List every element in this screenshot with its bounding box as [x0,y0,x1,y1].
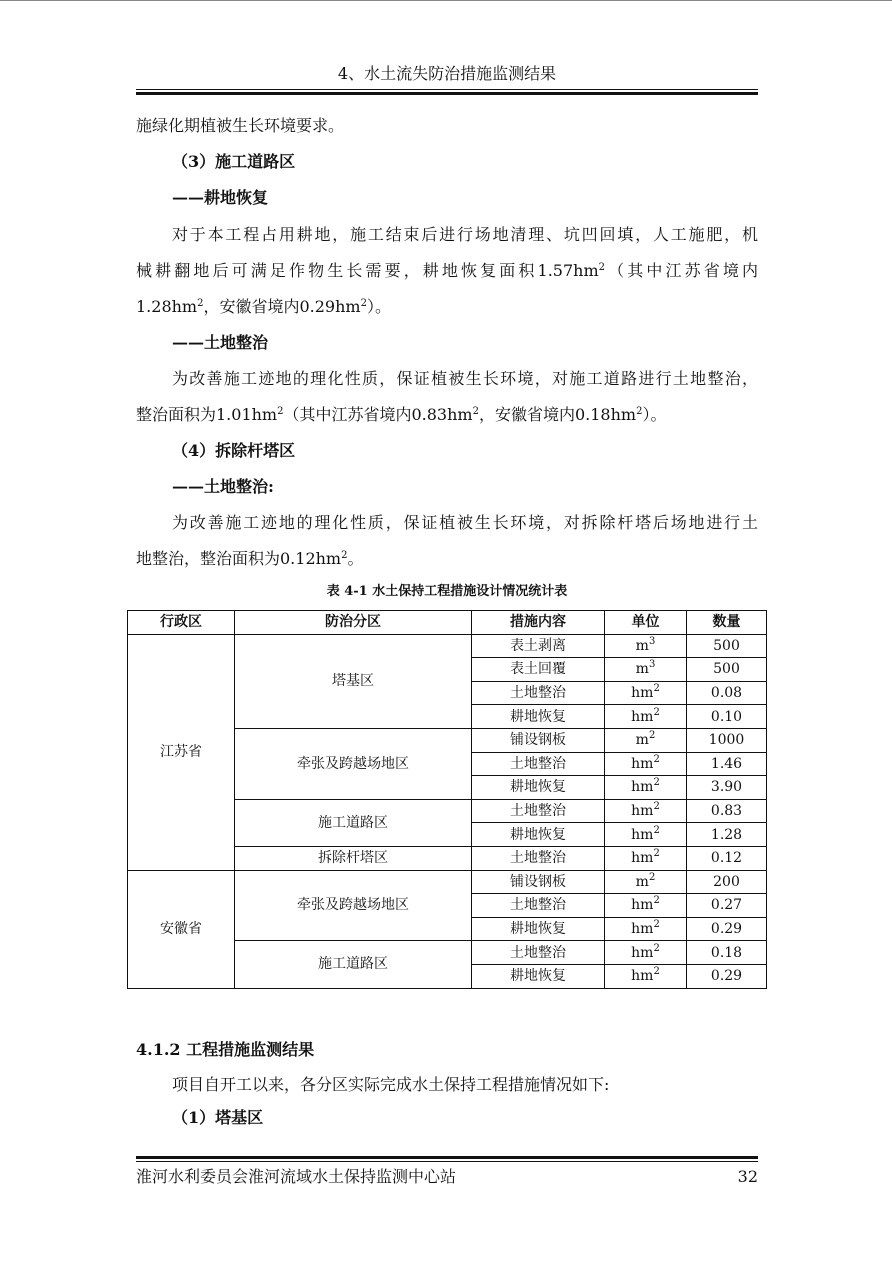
col-header-region: 行政区 [128,611,235,635]
unit-cell: $hm^2$ [605,681,687,705]
subheading-farmland-restoration: ——耕地恢复 [172,188,269,207]
unit-cell: $hm^2$ [605,846,687,870]
footer-rule-thick [136,1156,758,1159]
paragraph-farmland-line2: 械耕翻地后可满足作物生长需要，耕地恢复面积$1.57hm^2$（其中江苏省境内 [136,261,758,280]
measure-cell: 耕地恢复 [472,964,605,988]
quantity-cell: 1.46 [687,752,767,776]
table-header-row [128,611,767,635]
header-rule-thin [136,89,758,90]
table-caption: 表 4-1 水土保持工程措施设计情况统计表 [326,584,568,599]
measure-cell: 铺设钢板 [472,728,605,752]
unit-cell: $hm^2$ [605,776,687,800]
measure-cell: 土地整治 [472,681,605,705]
page-number: 32 [737,1167,758,1186]
page-header-title: 4、水土流失防治措施监测结果 [337,64,557,83]
unit-cell: $hm^2$ [605,894,687,918]
quantity-cell: 200 [687,870,767,894]
table-row [128,634,767,658]
zone-cell: 拆除杆塔区 [235,846,472,870]
col-header-quantity: 数量 [687,611,767,635]
measure-cell: 铺设钢板 [472,870,605,894]
unit-cell: $m^3$ [605,658,687,682]
quantity-cell: 500 [687,658,767,682]
quantity-cell: 0.08 [687,681,767,705]
measure-cell: 表土回覆 [472,658,605,682]
header-rule-thick [136,92,758,95]
unit-cell: $hm^2$ [605,705,687,729]
quantity-cell: 0.18 [687,941,767,965]
zone-cell: 牵张及跨越场地区 [235,728,472,799]
footer-organization: 淮河水利委员会淮河流域水土保持监测中心站 [136,1167,457,1186]
paragraph-farmland-line3: $1.28hm^2$，安徽省境内$0.29hm^2$）。 [136,297,391,316]
quantity-cell: 500 [687,634,767,658]
heading-construction-road-zone: （3）施工道路区 [172,152,296,171]
footer-rule-thin [136,1161,758,1162]
unit-cell: $m^2$ [605,870,687,894]
zone-cell: 牵张及跨越场地区 [235,870,472,941]
unit-cell: $m^2$ [605,728,687,752]
unit-cell: $hm^2$ [605,964,687,988]
measure-cell: 土地整治 [472,894,605,918]
region-cell: 安徽省 [128,870,235,988]
col-header-measure: 措施内容 [472,611,605,635]
paragraph-farmland-line1: 对于本工程占用耕地，施工结束后进行场地清理、坑凹回填，人工施肥，机 [172,225,758,244]
quantity-cell: 1000 [687,728,767,752]
quantity-cell: 0.29 [687,917,767,941]
measure-cell: 耕地恢复 [472,823,605,847]
region-cell: 江苏省 [128,634,235,870]
table-row [128,870,767,894]
subheading-land-consolidation: ——土地整治 [172,333,269,352]
paragraph-tower-line1: 为改善施工迹地的理化性质，保证植被生长环境，对拆除杆塔后场地进行土 [172,513,758,532]
unit-cell: $hm^2$ [605,823,687,847]
unit-cell: $hm^2$ [605,799,687,823]
paragraph-continued: 施绿化期植被生长环境要求。 [136,116,345,135]
section-heading: 4.1.2 工程措施监测结果 [136,1040,315,1059]
measure-cell: 土地整治 [472,799,605,823]
measure-cell: 土地整治 [472,846,605,870]
unit-cell: $hm^2$ [605,941,687,965]
measure-cell: 土地整治 [472,941,605,965]
zone-cell: 塔基区 [235,634,472,728]
measure-cell: 耕地恢复 [472,917,605,941]
top-border-line [0,0,892,1]
quantity-cell: 0.27 [687,894,767,918]
unit-cell: $hm^2$ [605,917,687,941]
paragraph-land-line1: 为改善施工迹地的理化性质，保证植被生长环境，对施工道路进行土地整治， [172,369,758,388]
unit-cell: $m^3$ [605,634,687,658]
heading-tower-removal-zone: （4）拆除杆塔区 [172,441,296,460]
paragraph-land-line2: 整治面积为$1.01hm^2$（其中江苏省境内$0.83hm^2$，安徽省境内$0.18hm^2$）。 [136,405,667,424]
subheading-land-consolidation-2: ——土地整治: [172,477,274,496]
col-header-unit: 单位 [605,611,687,635]
quantity-cell: 0.10 [687,705,767,729]
quantity-cell: 0.12 [687,846,767,870]
unit-cell: $hm^2$ [605,752,687,776]
quantity-cell: 0.29 [687,964,767,988]
zone-cell: 施工道路区 [235,799,472,846]
paragraph-tower-line2: 地整治，整治面积为$0.12hm^2$。 [136,549,364,568]
col-header-zone: 防治分区 [235,611,472,635]
subheading-tower-base-zone: （1）塔基区 [172,1108,264,1127]
measures-table [127,610,767,989]
measure-cell: 土地整治 [472,752,605,776]
quantity-cell: 3.90 [687,776,767,800]
quantity-cell: 0.83 [687,799,767,823]
measure-cell: 表土剥离 [472,634,605,658]
quantity-cell: 1.28 [687,823,767,847]
section-intro-paragraph: 项目自开工以来，各分区实际完成水土保持工程措施情况如下: [172,1075,610,1094]
measure-cell: 耕地恢复 [472,776,605,800]
zone-cell: 施工道路区 [235,941,472,988]
measure-cell: 耕地恢复 [472,705,605,729]
